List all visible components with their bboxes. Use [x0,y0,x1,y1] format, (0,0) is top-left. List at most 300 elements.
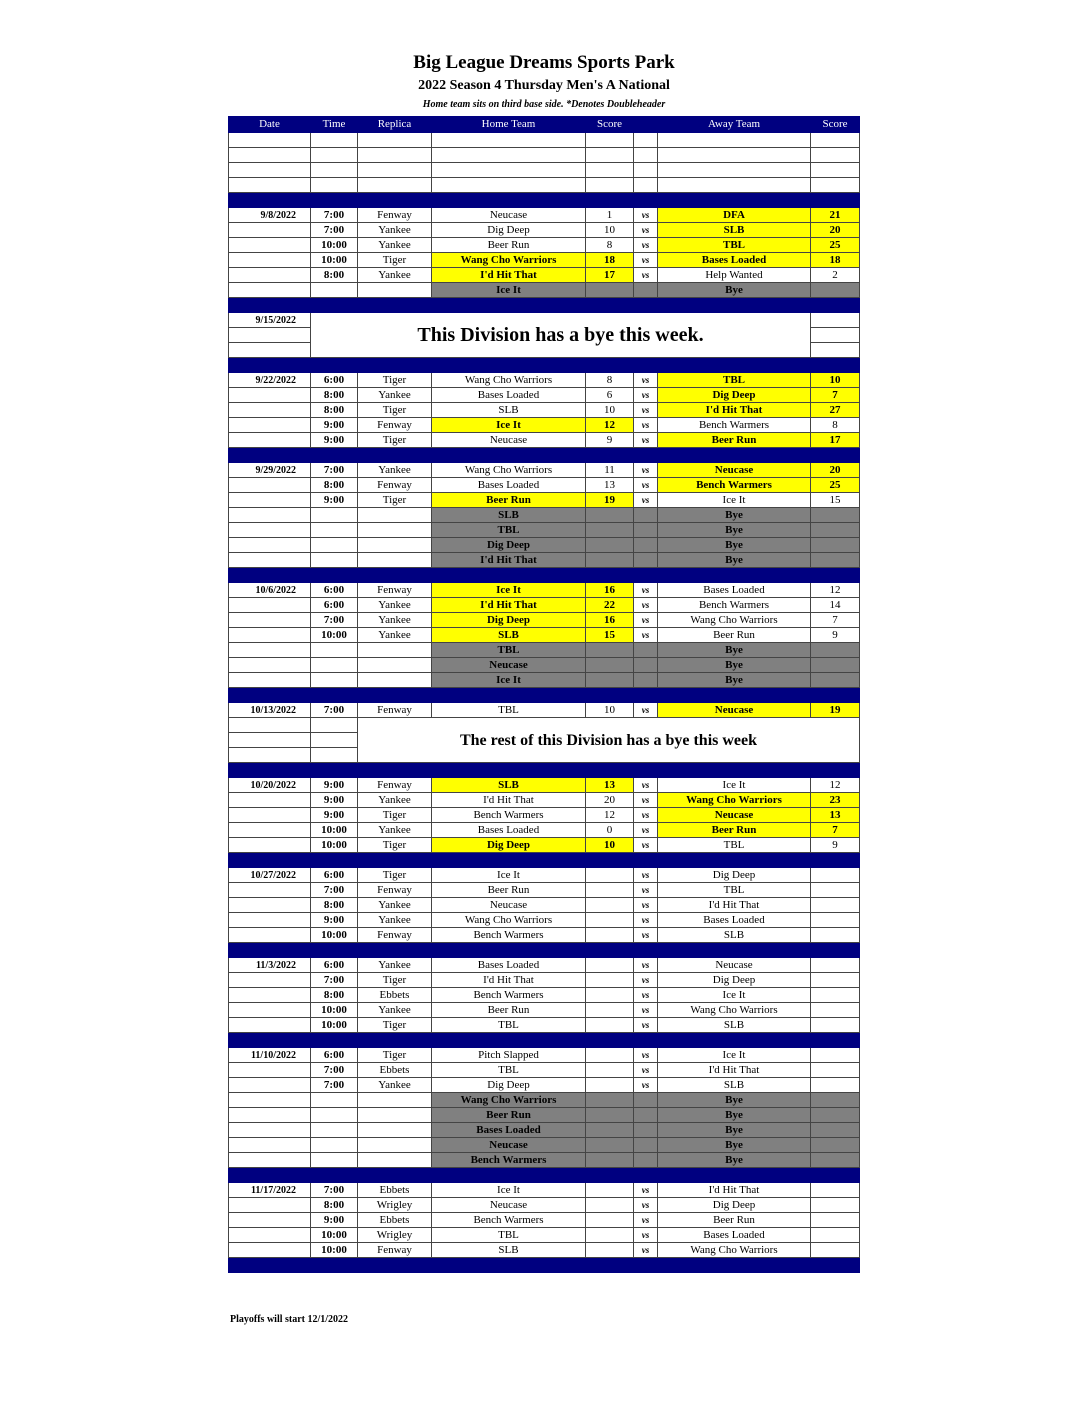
home-score-cell: 8 [586,238,634,253]
bye-row [229,1138,860,1153]
time-cell: 7:00 [311,613,358,628]
footer-note: Playoffs will start 12/1/2022 [230,1314,349,1325]
date-cell [229,1123,311,1138]
time-cell: 8:00 [311,898,358,913]
bye-team-cell: Beer Run [432,1108,586,1123]
replica-cell [358,523,432,538]
time-cell: 6:00 [311,373,358,388]
time-cell: 7:00 [311,1183,358,1198]
home-team-cell: Bases Loaded [432,478,586,493]
game-row [229,808,860,823]
date-cell [229,793,311,808]
date-cell [229,1108,311,1123]
home-team-cell: Bases Loaded [432,388,586,403]
empty-cell [811,178,860,193]
bye-team-cell: TBL [432,523,586,538]
vs-cell: vs [634,1048,658,1063]
time-cell: 6:00 [311,868,358,883]
away-team-cell: SLB [658,1078,811,1093]
table-row [229,178,860,193]
home-team-cell: Neucase [432,208,586,223]
time-cell: 7:00 [311,1063,358,1078]
away-score-cell [811,868,860,883]
separator-cell [586,448,634,463]
separator-cell [658,688,811,703]
home-score-cell [586,958,634,973]
game-row [229,403,860,418]
replica-cell: Yankee [358,223,432,238]
vs-cell: vs [634,208,658,223]
date-cell [229,838,311,853]
week-separator [229,1168,860,1183]
away-score-cell [811,343,860,358]
time-cell: 9:00 [311,913,358,928]
away-score-cell [811,1048,860,1063]
separator-cell [634,763,658,778]
separator-cell [358,448,432,463]
time-cell: 8:00 [311,1198,358,1213]
away-score-cell [811,1198,860,1213]
home-team-cell: Neucase [432,1198,586,1213]
separator-cell [311,358,358,373]
separator-cell [811,763,860,778]
vs-cell: vs [634,433,658,448]
separator-cell [658,193,811,208]
bye-label-cell: Bye [658,673,811,688]
home-team-cell: SLB [432,628,586,643]
bye-label-cell: Bye [658,1153,811,1168]
home-score-cell: 20 [586,793,634,808]
away-team-cell: TBL [658,883,811,898]
home-team-cell: Bench Warmers [432,988,586,1003]
vs-cell: vs [634,1018,658,1033]
away-score-cell [811,883,860,898]
away-score-cell [811,328,860,343]
away-team-cell: Bench Warmers [658,478,811,493]
bye-row [229,1153,860,1168]
empty-cell [634,178,658,193]
replica-cell [358,1138,432,1153]
home-team-cell: Neucase [432,433,586,448]
home-team-cell: I'd Hit That [432,973,586,988]
vs-cell [634,1138,658,1153]
away-score-cell: 9 [811,838,860,853]
away-team-cell: Wang Cho Warriors [658,1243,811,1258]
replica-cell [358,643,432,658]
replica-cell: Fenway [358,1243,432,1258]
separator-cell [586,568,634,583]
replica-cell: Yankee [358,1003,432,1018]
date-cell [229,418,311,433]
home-score-cell [586,1198,634,1213]
replica-cell: Yankee [358,898,432,913]
date-cell [229,1018,311,1033]
home-team-cell: SLB [432,1243,586,1258]
separator-cell [432,1258,586,1273]
vs-cell [634,523,658,538]
date-cell [229,658,311,673]
separator-cell [586,688,634,703]
bye-team-cell: SLB [432,508,586,523]
home-score-cell: 12 [586,808,634,823]
date-cell [229,523,311,538]
replica-cell: Yankee [358,613,432,628]
away-team-cell: SLB [658,1018,811,1033]
home-score-cell [586,913,634,928]
away-score-cell [811,1123,860,1138]
date-cell [229,478,311,493]
vs-cell: vs [634,958,658,973]
home-score-cell [586,1138,634,1153]
column-header [634,117,658,133]
separator-cell [229,1168,311,1183]
vs-cell [634,643,658,658]
home-score-cell: 10 [586,403,634,418]
home-score-cell: 9 [586,433,634,448]
vs-cell [634,1153,658,1168]
away-score-cell: 12 [811,778,860,793]
away-score-cell [811,508,860,523]
away-score-cell [811,313,860,328]
away-team-cell: Dig Deep [658,388,811,403]
replica-cell: Tiger [358,253,432,268]
home-score-cell [586,988,634,1003]
separator-cell [358,853,432,868]
empty-cell [811,148,860,163]
separator-cell [811,1168,860,1183]
game-row [229,1243,860,1258]
empty-cell [586,163,634,178]
separator-cell [432,853,586,868]
empty-cell [432,133,586,148]
game-row [229,988,860,1003]
away-team-cell: TBL [658,238,811,253]
home-score-cell [586,673,634,688]
separator-cell [634,1033,658,1048]
time-cell: 10:00 [311,1018,358,1033]
empty-cell [311,148,358,163]
separator-cell [358,763,432,778]
separator-cell [229,298,311,313]
empty-cell [358,133,432,148]
date-cell [229,973,311,988]
date-cell [229,343,311,358]
away-team-cell: Bench Warmers [658,418,811,433]
date-cell [229,1138,311,1153]
date-cell [229,643,311,658]
vs-cell: vs [634,493,658,508]
game-row [229,1078,860,1093]
replica-cell: Yankee [358,238,432,253]
vs-cell: vs [634,883,658,898]
empty-cell [658,178,811,193]
home-team-cell: Beer Run [432,1003,586,1018]
time-cell: 8:00 [311,268,358,283]
away-score-cell: 20 [811,463,860,478]
home-score-cell: 13 [586,778,634,793]
replica-cell: Tiger [358,838,432,853]
away-team-cell: Dig Deep [658,973,811,988]
replica-cell: Ebbets [358,988,432,1003]
game-row [229,1048,860,1063]
separator-cell [634,298,658,313]
separator-cell [658,1168,811,1183]
separator-cell [229,448,311,463]
away-score-cell [811,1003,860,1018]
bye-row [229,553,860,568]
away-score-cell [811,1093,860,1108]
bye-team-cell: Wang Cho Warriors [432,1093,586,1108]
game-row [229,958,860,973]
time-cell: 9:00 [311,493,358,508]
bye-label-cell: Bye [658,553,811,568]
week-separator [229,943,860,958]
column-header: Score [811,117,860,133]
replica-cell: Fenway [358,208,432,223]
date-cell [229,733,311,748]
away-score-cell: 10 [811,373,860,388]
away-score-cell [811,1078,860,1093]
date-cell [229,613,311,628]
page-subtitle: 2022 Season 4 Thursday Men's A National [418,78,670,93]
time-cell [311,748,358,763]
bye-team-cell: Ice It [432,283,586,298]
replica-cell: Tiger [358,1048,432,1063]
empty-cell [358,148,432,163]
away-score-cell: 25 [811,238,860,253]
game-row [229,703,860,718]
vs-cell: vs [634,1243,658,1258]
date-cell [229,268,311,283]
time-cell [311,643,358,658]
separator-cell [634,853,658,868]
date-cell: 11/10/2022 [229,1048,311,1063]
date-cell [229,898,311,913]
separator-cell [358,943,432,958]
replica-cell: Tiger [358,493,432,508]
separator-cell [811,1258,860,1273]
time-cell: 7:00 [311,1078,358,1093]
separator-cell [311,943,358,958]
time-cell: 9:00 [311,793,358,808]
away-team-cell: Beer Run [658,1213,811,1228]
time-cell [311,538,358,553]
away-team-cell: Bench Warmers [658,598,811,613]
home-score-cell: 0 [586,823,634,838]
home-team-cell: Bases Loaded [432,823,586,838]
away-score-cell [811,1108,860,1123]
separator-cell [634,358,658,373]
time-cell [311,1138,358,1153]
home-team-cell: Ice It [432,583,586,598]
game-row [229,1213,860,1228]
game-row [229,1198,860,1213]
empty-cell [634,148,658,163]
week-separator [229,358,860,373]
date-cell [229,508,311,523]
separator-cell [358,688,432,703]
replica-cell: Tiger [358,433,432,448]
time-cell [311,733,358,748]
away-score-cell [811,1183,860,1198]
home-score-cell: 16 [586,613,634,628]
time-cell: 8:00 [311,478,358,493]
separator-cell [229,1258,311,1273]
home-team-cell: Pitch Slapped [432,1048,586,1063]
empty-cell [432,148,586,163]
away-team-cell: Neucase [658,958,811,973]
home-score-cell [586,283,634,298]
separator-cell [432,1168,586,1183]
separator-cell [311,1033,358,1048]
separator-cell [229,688,311,703]
replica-cell: Yankee [358,628,432,643]
vs-cell: vs [634,1183,658,1198]
away-score-cell [811,958,860,973]
vs-cell [634,658,658,673]
separator-cell [229,193,311,208]
home-score-cell: 13 [586,478,634,493]
away-score-cell: 7 [811,823,860,838]
vs-cell: vs [634,703,658,718]
away-team-cell: Beer Run [658,823,811,838]
away-score-cell: 13 [811,808,860,823]
home-score-cell: 16 [586,583,634,598]
vs-cell: vs [634,253,658,268]
vs-cell: vs [634,463,658,478]
separator-cell [311,1258,358,1273]
bye-team-cell: TBL [432,643,586,658]
bye-row [229,673,860,688]
bye-label-cell: Bye [658,643,811,658]
away-team-cell: SLB [658,928,811,943]
date-cell: 11/17/2022 [229,1183,311,1198]
away-team-cell: Bases Loaded [658,913,811,928]
away-score-cell [811,523,860,538]
game-row [229,628,860,643]
table-row [229,313,860,328]
away-score-cell [811,643,860,658]
empty-cell [311,133,358,148]
game-row [229,883,860,898]
separator-cell [658,568,811,583]
time-cell [311,1093,358,1108]
bye-team-cell: Bench Warmers [432,1153,586,1168]
home-team-cell: Dig Deep [432,223,586,238]
time-cell [311,523,358,538]
date-cell: 9/15/2022 [229,313,311,328]
separator-cell [311,298,358,313]
date-cell [229,1213,311,1228]
date-cell [229,883,311,898]
date-cell: 9/8/2022 [229,208,311,223]
separator-cell [586,358,634,373]
separator-cell [586,853,634,868]
away-score-cell: 8 [811,418,860,433]
separator-cell [811,568,860,583]
home-team-cell: TBL [432,1228,586,1243]
home-score-cell [586,658,634,673]
bye-row [229,508,860,523]
game-row [229,928,860,943]
bye-row [229,1093,860,1108]
date-cell [229,1198,311,1213]
empty-cell [586,148,634,163]
bye-team-cell: Bases Loaded [432,1123,586,1138]
home-score-cell: 10 [586,838,634,853]
game-row [229,613,860,628]
vs-cell: vs [634,988,658,1003]
away-team-cell: Wang Cho Warriors [658,613,811,628]
game-row [229,268,860,283]
away-score-cell: 17 [811,433,860,448]
replica-cell [358,1093,432,1108]
vs-cell: vs [634,1078,658,1093]
separator-cell [811,688,860,703]
separator-cell [658,448,811,463]
week-separator [229,1033,860,1048]
separator-cell [586,298,634,313]
game-row [229,598,860,613]
vs-cell: vs [634,1198,658,1213]
away-team-cell: Bases Loaded [658,253,811,268]
date-cell [229,988,311,1003]
separator-cell [358,358,432,373]
away-score-cell [811,1228,860,1243]
vs-cell [634,1093,658,1108]
home-score-cell [586,1183,634,1198]
time-cell [311,673,358,688]
vs-cell: vs [634,403,658,418]
separator-cell [634,1168,658,1183]
date-cell [229,493,311,508]
empty-cell [229,133,311,148]
time-cell: 10:00 [311,928,358,943]
home-score-cell: 8 [586,373,634,388]
vs-cell: vs [634,793,658,808]
away-score-cell [811,1138,860,1153]
away-score-cell [811,1153,860,1168]
home-score-cell [586,523,634,538]
home-score-cell [586,883,634,898]
empty-cell [432,178,586,193]
home-score-cell [586,1153,634,1168]
home-score-cell: 17 [586,268,634,283]
date-cell [229,808,311,823]
empty-cell [432,163,586,178]
separator-cell [311,193,358,208]
bye-team-cell: Dig Deep [432,538,586,553]
separator-cell [311,568,358,583]
away-team-cell: Help Wanted [658,268,811,283]
home-score-cell [586,508,634,523]
replica-cell: Tiger [358,808,432,823]
away-score-cell: 19 [811,703,860,718]
date-cell [229,538,311,553]
page-note: Home team sits on third base side. *Denotes Doubleheader [422,99,666,110]
week-separator [229,763,860,778]
game-row [229,583,860,598]
table-row [229,148,860,163]
division-bye-message: This Division has a bye this week. [311,313,811,358]
date-cell: 9/29/2022 [229,463,311,478]
separator-cell [586,1168,634,1183]
home-score-cell [586,1243,634,1258]
separator-cell [432,298,586,313]
replica-cell: Fenway [358,583,432,598]
game-row [229,973,860,988]
game-row [229,418,860,433]
